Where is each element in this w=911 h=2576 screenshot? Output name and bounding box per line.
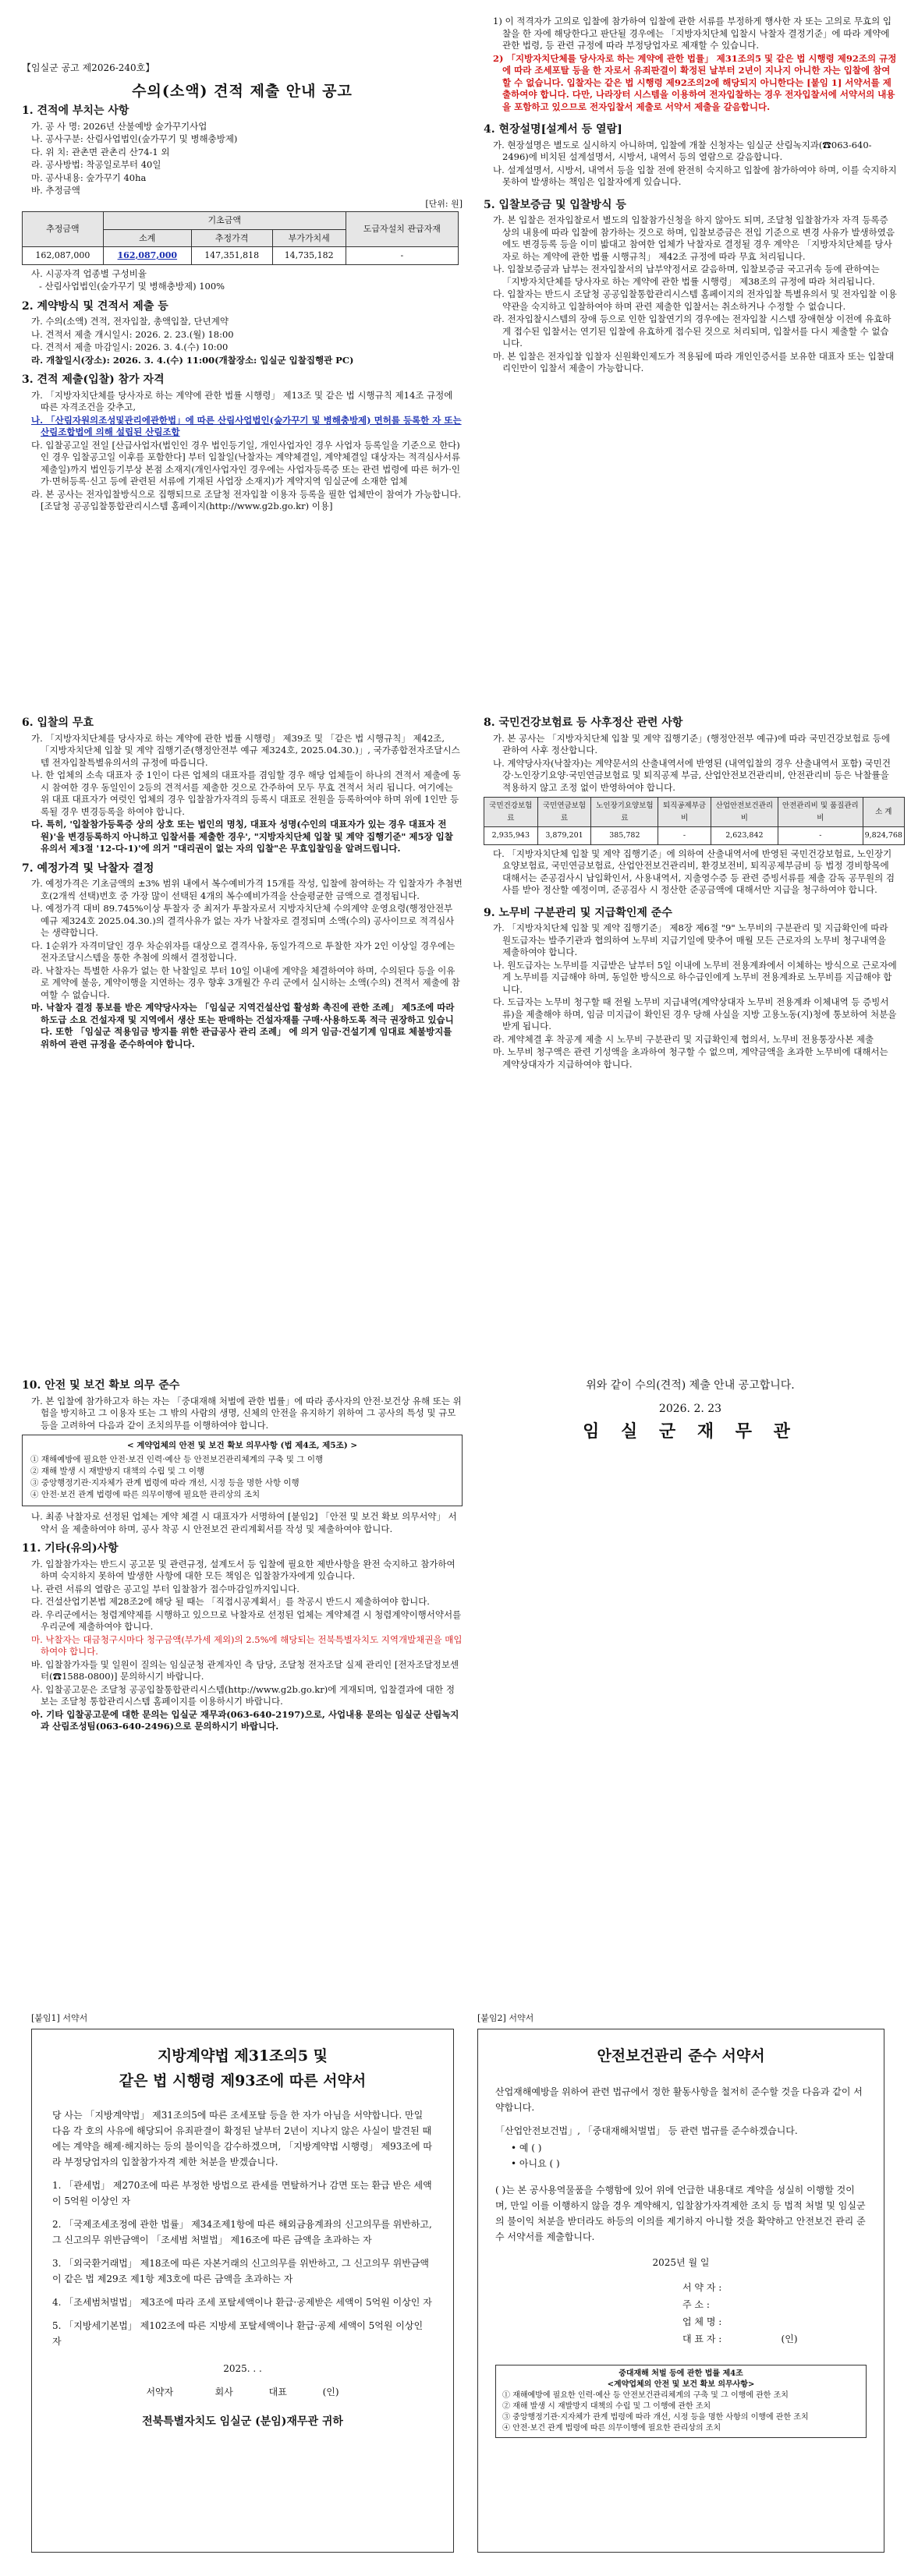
form1-tag: [붙임1] 서약서 [31,2013,88,2023]
s6-p: 다. 특히, '입찰참가등록증 상의 상호 또는 법인의 명칭, 대표자 성명(수인의 대표자가 있는 경우 대표자 전원)'을 변경등록하지 아니하고 입찰서를 제출한 경우', "지방자치단체 입찰 및 계약 집행기준" 제5장 입찰 유의서 제3절 '12-다-1)'에 의거 "대리권이 없는 자의 입찰"은 무효입찰임을 알려드립니다. [31,819,453,854]
insurance-table [484,797,905,845]
unit-label: [단위: 원] [425,198,463,209]
s9-title: 9. 노무비 구분관리 및 지급확인제 준수 [484,906,672,919]
th-ins: 소 계 [863,798,904,827]
s11-p: 마. 낙찰자는 대금청구시마다 청구금액(부가세 제외)의 2.5%에 해당되는 전북특별자치도 지역개발채권을 매입하여야 합니다. [31,1633,463,1657]
th-ins: 국민연금보험료 [537,798,591,827]
s1-line: 마. 공사내용: 숲가꾸기 40ha [31,172,147,183]
s8-p: 다. 「지방자치단체 입찰 및 계약 집행기준」에 의하여 산출내역서에 반영된 국민건강보험료, 노인장기요양보험료, 국민연금보험료, 산업안전보건관리비, 환경보전비, 퇴직공제부금비 등 법정 경비항목에 대해서는 준공검사시 납입확인서, 사용내역서, 지출영수증 등 관련 증빙서류를 제출 감독 공무원의 검사를 받아 정산할 예정이며, 준공검사 시 정산한 준공금액에 대해서만 지급을 청구하여야 합니다. [493,847,895,895]
s11-p: 나. 관련 서류의 열람은 공고일 부터 입찰참가 접수마감일까지입니다. [31,1583,300,1594]
s1-line: 다. 위 치: 관촌면 관촌리 산74-1 외 [31,146,170,157]
r1-note: 1) 이 적격자가 고의로 입찰에 참가하여 입찰에 관한 서류를 부정하게 행사한 자 또는 고의로 무효의 입찰을 한 자에 해당한다고 판단될 경우에는 「지방자치단체 입찰시 낙찰자 결정기준」에 따라 계약에 관한 법령, 등 관련 규정에 따라 부정당업자로 제재할 수 있습니다. [493,16,892,51]
form1-foot: 전북특별자치도 임실군 (분임)재무관 귀하 [142,2415,343,2428]
form2-address: 주 소 : [682,2299,710,2310]
notice-number: 【임실군 공고 제2026-240호】 [22,62,155,73]
form1-item: 1. 「관세법」 제270조에 따른 부정한 방법으로 관세를 면탈하거나 감면 또는 환급 받은 세액이 5억원 이상인 자 [52,2180,432,2206]
form1-intro: 당 사는 「지방계약법」 제31조의5에 따른 조세포탈 등을 한 자가 아님을 서약합니다. 만일 다음 각 호의 사유에 해당되어 유죄판결이 확정된 날부터 2년이 지나지 않은 사실이 발견된 때에는 계약을 해제·해지하는 등의 불이익을 감수하겠으며, 「지방계약법 시행령」 제93조에 따라 부정당업자의 입찰참가자격 제한 처분을 받겠습니다. [52,2110,432,2167]
duty-item: ③ 중앙행정기관·지자체가 관계 법령에 따라 개선, 시정 등을 명한 사항 이행 [30,1478,300,1488]
form1-date: 2025. . . [223,2363,262,2374]
s5-p: 나. 입찰보증금과 납부는 전자입찰서의 납부약정서로 갈음하며, 입찰보증금 국고귀속 등에 관하여는 「지방자치단체를 당사자로 하는 계약에 관한 법률 시행령」 제38조의 규정에 따라 처리됩니다. [493,264,880,287]
s5-title: 5. 입찰보증금 및 입찰방식 등 [484,198,626,211]
s9-p: 마. 노무비 청구액은 관련 기성액을 초과하여 청구할 수 없으며, 계약금액을 초과한 노무비에 대해서는 계약상대자가 지급하여야 합니다. [493,1046,888,1070]
form2-duty-item: ③ 중앙행정기관·지자체가 관계 법령에 따라 개선, 시정 등을 명한 사항의 이행에 관한 조치 [502,2413,809,2422]
th-vat: 부가가치세 [272,229,346,247]
td-ins: 3,879,201 [537,827,591,845]
s4-p: 나. 설계설명서, 시방서, 내역서 등을 입찰 전에 완전히 숙지하고 입찰에 참가하여야 하며, 이를 숙지하지 못하여 발생하는 책임은 입찰자에게 있습니다. [493,164,897,187]
s2-line: 라. 개찰일시(장소): 2026. 3. 4.(수) 11:00(개찰장소: 입실군 입찰집행관 PC) [31,354,354,366]
r1-note: 2) 「지방자치단체를 당사자로 하는 계약에 관한 법률」 제31조의5 및 같은 법 시행령 제92조의 규정에 따라 조세포탈 등을 한 자로서 유죄판결이 확정된 날부터 2년이 지나지 아니한 자는 입찰에 참여할 수 없습니다. 입찰자는 같은 법 시행령 제92조의2에 해당되지 아니한다는 [붙임 1] 서약서를 제출하여야 합니다. 다만, 나라장터 시스템을 이용하여 전자입찰하는 경우 전자입찰서에 서약서의 내용을 포함하고 있으므로 전자입찰서 제출로 서약서 제출을 갈음합니다. [493,52,897,112]
s9-p: 다. 도급자는 노무비 청구할 때 전월 노무비 지급내역(계약상대자 노무비 전용계좌 이체내역 등 증빙서류)을 제출해야 하며, 임금 미지급이 확인된 경우 당해 사실을 지방 고용노동(지)청에 통보하여 처분을 받게 됩니다. [493,996,897,1031]
s4-p: 가. 현장설명은 별도로 실시하지 아니하며, 입찰에 개찰 신청자는 임실군 산림녹지과(☎063-640-2496)에 비치된 설계설명서, 시방서, 내역서 등의 열람으로 갈음합니다. [493,139,872,162]
page-1 [0,0,911,663]
form2-yes: • 예 ( ) [511,2143,542,2153]
s11-p: 다. 건설산업기본법 제28조2에 해당 될 때는 「직접시공계획서」를 착공시 반드시 제출하여야 합니다. [31,1596,430,1607]
form2-no: • 아니요 ( ) [511,2158,560,2169]
s2-title: 2. 계약방식 및 견적서 제출 등 [22,299,168,313]
form2-p1: 산업재해예방을 위하여 관련 법규에서 정한 활동사항을 철저히 준수할 것을 다음과 같이 서약합니다. [495,2086,863,2113]
s7-p: 다. 1순위가 자격미달인 경우 차순위자를 대상으로 결격사유, 동일가격으로 투찰한 자가 2인 이상일 경우에는 전자조달시스템을 통한 추첨에 의해서 결정합니다. [31,939,456,963]
s9-p: 나. 원도급자는 노무비를 지급받은 날부터 5일 이내에 노무비 전용계좌에서 이체하는 방식으로 근로자에게 노무비를 지급해야 하며, 동일한 방식으로 하수급인에게 노무비 전용계좌로 노무비를 지급해야 합니다. [493,959,897,995]
form2-duty-item: ① 재해예방에 필요한 인력·예산 등 안전보건관리체계의 구축 및 그 이행에 관한 조치 [502,2391,789,2400]
page3-right [484,1379,897,1442]
s9-p: 가. 「지방자치단체 입찰 및 계약 집행기준」 제8장 제6절 "9" 노무비의 구분관리 및 지급확인에 따라 원도급자는 발주기관과 협의하여 노무비 지급기일에 맞추어 매월 모든 근로자의 노무비 청구내역을 제출하여야 합니다. [493,922,888,957]
form1-title2: 같은 법 시행령 제93조에 따른 서약서 [119,2072,367,2089]
page3-left [22,1372,463,1734]
td-ins: - [778,827,863,845]
td-ins: 385,782 [591,827,658,845]
th-est: 추정금액 [23,212,104,247]
th-supply: 추정가격 [191,229,272,247]
s3-p: 가. 「지방자치단체를 당사자로 하는 계약에 관한 법률 시행령」 제13조 및 같은 법 시행규칙 제14조 규정에 따른 자격조건을 갖추고, [31,389,453,412]
s5-p: 마. 본 입찰은 전자입찰 입찰자 신원확인제도가 적용됨에 따라 개인인증서를 보유한 대표자 또는 입찰대리인만이 입찰서 제출이 가능합니다. [493,350,895,373]
s5-p: 라. 전자입찰시스템의 장애 등으로 인한 입찰연기의 경우에는 전자입찰 시스템 장애현상 이전에 유효하게 접수된 입찰서는 연기된 입찰에 유효하게 접수된 것으로 처리되며, 입찰서를 다시 제출할 수 없습니다. [493,313,892,349]
form2-duty-item: ④ 안전·보건 관계 법령에 따른 의무이행에 필요한 관리상의 조치 [502,2424,721,2433]
s6-p: 가. 「지방자치단체를 당사자로 하는 계약에 관한 법률 시행령」 제39조 및 「같은 법 시행규칙」 제42조, 「지방자치단체 입찰 및 계약 집행기준(행정안전부 예규 제324호, 2025.04.30.)」, 국가종합전자조달시스템 전자입찰특별유의서의 규정에 따릅니다. [31,732,460,768]
s10-title: 10. 안전 및 보건 확보 의무 준수 [22,1379,180,1392]
form2-date: 2025년 월 일 [652,2257,710,2268]
s1-line: 나. 공사구분: 산림사업법인(숲가꾸기 및 병해충방제) [31,133,238,144]
s3-title: 3. 견적 제출(입찰) 참가 자격 [22,373,165,386]
page2-right [484,709,902,1071]
s7-p: 가. 예정가격은 기초금액의 ±3% 범위 내에서 복수예비가격 15개를 작성, 입찰에 참여하는 각 입찰자가 추첨번호(2개씩 선택)번호 중 가장 많이 선택된 4개의 복수예비가격을 산술평균한 금액으로 결정됩니다. [31,878,463,901]
form2-duty-item: ② 재해 발생 시 재발방지 대책의 수립 및 그 이행에 관한 조치 [502,2402,711,2411]
page2-left [22,709,463,1051]
s10-p: 나. 최종 낙찰자로 선정된 업체는 계약 체결 시 대표자가 서명하여 [붙임2] 「안전 및 보건 확보 의무서약」 서약서 을 제출하여야 하며, 공사 착공 시 안전보건 관리계획서를 작성 및 제출하여야 합니다. [31,1511,457,1534]
td-ins: 2,935,943 [484,827,538,845]
form2-ceo: 대 표 자 : (인) [682,2334,798,2344]
form2-tag: [붙임2] 서약서 [477,2013,534,2023]
s11-p: 라. 우리군에서는 청렴계약제를 시행하고 있으므로 낙찰자로 선정된 업체는 계약체결 시 청렴계약이행서약서를 우리군에 제출하여야 합니다. [31,1608,462,1632]
s3-p: 나. 「산림자원의조성및관리에관한법」에 따른 산림사업법인(숲가꾸기 및 병해충방제) 면허를 등록한 자 또는 산림조합법에 의해 설립된 산림조합 [31,414,462,437]
th-ins: 퇴직공제부금비 [658,798,711,827]
s11-p: 아. 기타 입찰공고문에 대한 문의는 입실군 재무과(063-640-2197)으로, 사업내용 문의는 임실군 산림녹지과 산림조성팀(063-640-2496)으로 문의하시기 바랍니다. [31,1708,459,1732]
form1-item: 3. 「외국환거래법」 제18조에 따른 자본거래의 신고의무를 위반하고, 그 신고의무 위반금액이 같은 법 제29조 제1항 제3호에 따른 금액을 초과하는 자 [52,2258,429,2284]
td-gov: - [346,247,458,265]
s1-line: 라. 공사방법: 착공일로부터 40일 [31,159,161,170]
s5-p: 가. 본 입찰은 전자입찰로서 별도의 입찰참가신청을 하지 않아도 되며, 조달청 입찰참가자 자격 등록증 상의 내용에 따라 입찰에 참가하는 것으로 하며, 입찰보증금은 전입 기준으로 변경 사유가 발생하였음에도 변경등록 등을 이미 밟대고 참여한 업체가 낙찰자로 결정될 경우 계약은 「지방자치단체를 당사자로 하는 계약에 관한 법률 시행규칙」 제42조 규정에 따라 무효 처리됩니다. [493,214,895,262]
th-ins: 안전관리비 및 품질관리비 [778,798,863,827]
s4-title: 4. 현장설명[설계서 등 열람] [484,123,622,136]
form2 [477,2029,884,2553]
duty-item: ② 재해 발생 시 재발방지 대책의 수립 및 그 이행 [30,1467,205,1476]
th-ins: 노인장기요양보험료 [591,798,658,827]
th-gov: 도급자설치 관급자재 [346,212,458,247]
td-est: 162,087,000 [23,247,104,265]
estimate-table [22,211,459,265]
duty-box [22,1435,463,1506]
s1-line: 바. 추정금액 [31,185,80,196]
form2-title: 안전보건관리 준수 서약서 [597,2047,765,2065]
s11-title: 11. 기타(유의)사항 [22,1542,119,1555]
signoff-date: 2026. 2. 23 [658,1402,722,1415]
form1-item: 4. 「조세범처벌법」 제3조에 따라 조세 포탈세액이나 환급·공제받은 세액이 5억원 이상인 자 [52,2297,432,2308]
form1 [31,2029,454,2553]
th-base: 기초금액 [103,212,346,230]
s11-p: 사. 입찰공고문은 조달청 공공입찰통합관리시스템(http://www.g2b.go.kr)에 게재되며, 입찰결과에 대한 정보는 조달청 통합관리시스템 홈페이지를 이용하시기 바랍니다. [31,1683,455,1707]
s9-p: 라. 계약체결 후 착공계 제출 시 노무비 구분관리 및 지급확인제 협의서, 노무비 전용통장사본 제출 [493,1033,874,1045]
td-ins: 2,623,842 [711,827,778,845]
form1-title1: 지방계약법 제31조의5 및 [157,2047,328,2065]
form2-p2: 「산업안전보건법」, 「중대재해처벌법」 등 관련 법규를 준수하겠습니다. [495,2125,798,2136]
s1-line: 사. 시공자격 업종별 구성비율 [31,267,147,279]
form1-sign: 서약자 회사 대표 (인) [146,2387,339,2397]
s8-title: 8. 국민건강보험료 등 사후정산 관련 사항 [484,717,683,729]
s7-p: 나. 예정가격 대비 89.745%이상 투찰자 중 최저가 투찰자로서 지방자치단체 수의계약 운영요령(행정안전부 예규 제324호 2025.04.30.)의 결격사유가 없는 자가 낙찰자로 결정되며 소액(수의) 공사이므로 적격심사는 생략합니다. [31,903,455,938]
td-vat: 14,735,182 [272,247,346,265]
duty-item: ④ 안전·보건 관계 법령에 따른 의무이행에 필요한 관리상의 조치 [30,1490,261,1499]
s1-line: - 산림사업법인(숲가꾸기 및 병해충방제) 100% [39,281,225,292]
signoff-line: 위와 같이 수의(견적) 제출 안내 공고합니다. [586,1379,795,1392]
s6-p: 나. 한 업체의 소속 대표자 중 1인이 다른 업체의 대표자를 겸임할 경우 해당 업체들이 하나의 견적서 제출에 동시 참여한 경우 동일인이 2등의 견적서를 제출한 것으로 간주하여 모두 무효 견적서 처리 됩니다. 여기에는 위 대표 대표자가 여럿인 업체의 경우 입찰참가자격의 등록시 대표로 전원을 등록하여야 하며 위에 1인만 등록될 경우 변경등록을 하여야 합니다. [31,770,461,817]
form2-p3: ( )는 본 공사용역물품을 수행함에 있어 위에 언급한 내용대로 계약을 성실히 이행할 것이며, 만일 이를 이행하지 않을 경우 계약해지, 입찰참가자격제한 조치 등 법적 처벌 및 임실군의 불이익 처분을 받더라도 하등의 이의를 제기하지 아니할 것을 확약하고 안전보건 관리 준수 서약서를 제출합니다. [495,2185,866,2242]
duty-item: ① 재해예방에 필요한 안전·보건 인력·예산 등 안전보건관리체계의 구축 및 그 이행 [30,1455,324,1464]
s3-p: 다. 입찰공고일 전일 [산급사업자(법인인 경우 법인등기일, 개인사업자인 경우 사업자 등록일을 기준으로 한다)인 경우 입찰공고일 이후를 포함한다] 부터 입찰일(낙찰자는 계약체결일, 계약체결일 대상자는 적격심사서류 제출일)까지 법인등기부상 본점 소재지(개인사업자인 경우에는 사업자등록증 또는 관련 법령에 따른 허가·인가·면허등록·신고 등에 관련된 서류에 기재된 사업장 소재지)가 계약지역 임실군에 소재한 업체 [31,439,460,487]
page1-right [484,16,897,376]
s8-p: 가. 본 공사는 「지방자치단체 입찰 및 계약 집행기준」(행정안전부 예규)에 따라 국민건강보험료 등에 관하여 사후 정산합니다. [493,732,891,755]
s7-p: 마. 낙찰자 결정 통보를 받은 계약당사자는 「임실군 지역건설산업 활성화 촉진에 관한 조례」 제5조에 따라 하도급 소요 건설자재 및 지역에서 생산 또는 판매하는 건설자재를 구매·사용하도록 적극 권장하고 있습니다. 또한 「임실군 적용임금 방지를 위한 관급공사 관리 조례」 에 의거 임금·건설기계 임대료 체불방지를 위하여 관련 규정을 준수하여야 합니다. [31,1002,455,1049]
td-sub: 162,087,000 [103,247,191,265]
s2-line: 나. 견적서 제출 개시일시: 2026. 2. 23.(월) 18:00 [31,328,234,340]
signoff-org: 임 실 군 재 무 관 [583,1421,798,1442]
s3-p: 라. 본 공사는 전자입찰방식으로 집행되므로 조달청 전자입찰 이용자 등록을 필한 업체만이 참여가 가능합니다. [조달청 공공입찰통합관리시스템 홈페이지(http://www.g2b.go.kr) 이용] [31,488,462,511]
td-ins: 9,824,768 [863,827,904,845]
form2-signer: 서 약 자 : [682,2282,722,2293]
s8-p: 나. 계약당사자(낙찰자)는 계약문서의 산출내역서에 반영된 (내역입찰의 경우 산출내역서 포함) 국민건강·노인장기요양·국민연금보험료 및 퇴직공제 부금, 산업안전보건관리비, 안전관리비 등은 낙찰률을 적용하지 않고 조정 없이 반영하여야 합니다. [493,757,891,793]
s11-p: 바. 입찰참가자들 및 일원이 질의는 임실군청 관계자인 측 담당, 조달청 전자조달 실제 관리인 [전자조달정보센터(☎1588-0800)] 문의하시기 바랍니다. [31,1658,459,1682]
page1-left [22,62,463,514]
s2-line: 가. 수의(소액) 견적, 전자입찰, 총액입찰, 단년계약 [31,316,229,327]
duty-box-head: < 계약업체의 안전 및 보건 확보 의무사항 (법 제4조, 제5조) > [126,1441,358,1450]
form2-company: 업 체 명 : [682,2316,722,2327]
s11-p: 가. 입찰참가자는 반드시 공고문 및 관련규정, 설계도서 등 입찰에 필요한 제반사항을 완전 숙지하고 참가하여 하며 숙지하지 못하여 발생한 사항에 대한 모든 책임은 입찰참가자에게 있습니다. [31,1558,456,1581]
form2-box-head1: 중대재해 처벌 등에 관한 법률 제4조 [619,2369,743,2378]
s5-p: 다. 입찰자는 반드시 조달청 공공입찰통합관리시스템 홈페이지의 전자입찰 특별유의서 및 전자입찰 이용약관을 숙지하고 입찰하여야 하며 관련 제출한 입찰서는 취소하거나 수정할 수 없습니다. [493,288,897,312]
s6-title: 6. 입찰의 무효 [22,717,94,729]
th-ins: 국민건강보험료 [484,798,538,827]
page-2 [0,709,911,1333]
td-supply: 147,351,818 [191,247,272,265]
th-sub: 소계 [103,229,191,247]
td-ins: - [658,827,711,845]
form1-item: 5. 「지방세기본법」 제102조에 따른 지방세 포탈세액이나 환급·공제 세액이 5억원 이상인 자 [52,2320,424,2347]
s7-p: 라. 낙찰자는 특별한 사유가 없는 한 낙찰일로 부터 10일 이내에 계약을 체결하여야 하며, 수의된다 등을 이유로 계약에 불응, 계약이행을 지연하는 경우 향후 3개월간 우리 군에서 실시하는 소액(수의) 견적서 제출에 참여할 수 없습니다. [31,964,460,1000]
page-3 [0,1372,911,1965]
th-ins: 산업안전보건관리비 [711,798,778,827]
page-title: 수의(소액) 견적 제출 안내 공고 [132,82,353,100]
form2-box-head2: <계약업체의 안전 및 보건 확보 의무사항> [607,2380,755,2389]
s1-line: 가. 공 사 명: 2026년 산불예방 숲가꾸기사업 [31,120,207,132]
s1-title: 1. 견적에 부치는 사항 [22,104,129,117]
s10-p: 가. 본 입찰에 참가하고자 하는 자는 「중대재해 처벌에 관한 법률」에 따라 종사자의 안전·보건상 유해 또는 위험을 방지하고 그 이용자 또는 그 밖의 사람의 생명, 신체의 안전을 유지하기 위하여 그 공사의 특성 및 규모 등을 고려하여 다음과 같이 조치의무를 이행하여야 합니다. [31,1395,462,1431]
form2-duty-box [495,2365,867,2438]
page-4 [0,2012,911,2573]
s2-line: 다. 견적서 제출 마감일시: 2026. 3. 4.(수) 10:00 [31,341,229,352]
s7-title: 7. 예정가격 및 낙찰자 결정 [22,862,154,875]
form1-item: 2. 「국제조세조정에 관한 법률」 제34조제1항에 따른 해외금융계좌의 신고의무를 위반하고, 그 신고의무 위반금액이 「조세범 처벌법」 제16조에 따른 금액을 초과하는 자 [52,2219,432,2245]
